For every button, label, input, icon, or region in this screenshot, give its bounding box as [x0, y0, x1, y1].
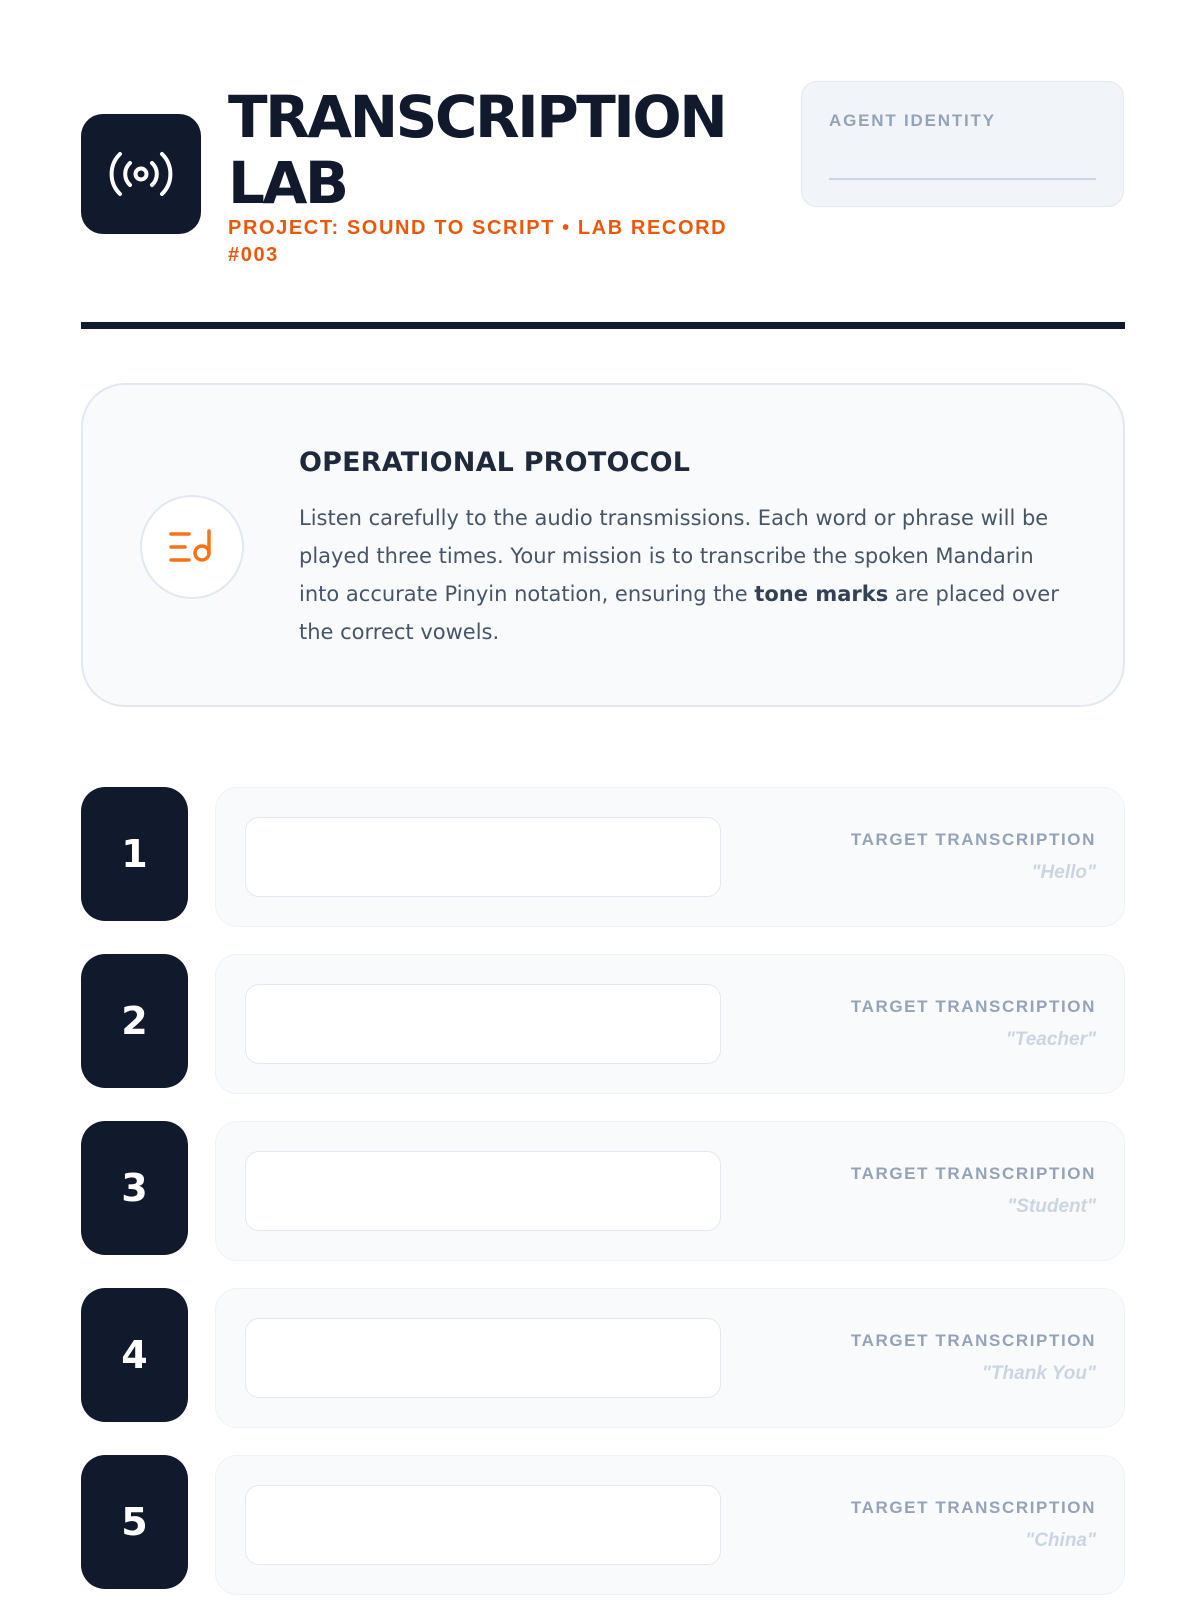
transcription-input[interactable]	[245, 1151, 721, 1231]
protocol-text-start: Listen carefully to the audio transmissions. Each word or phrase will be played three times. Your mission is to transcribe the spoken Mandarin into accurate Pinyin notation, ensuring the	[299, 506, 1049, 606]
target-word: "Student"	[1007, 1196, 1096, 1217]
transcript-list-icon	[167, 527, 217, 567]
transcription-row	[215, 954, 1125, 1094]
agent-identity-label: AGENT IDENTITY	[829, 111, 996, 130]
transcription-row	[215, 787, 1125, 927]
agent-identity-input[interactable]	[829, 142, 1096, 180]
protocol-text	[299, 499, 1069, 651]
agent-identity-box	[801, 81, 1124, 207]
header-divider	[81, 322, 1125, 329]
item-number-badge: 1	[81, 787, 188, 921]
transcription-row	[215, 1288, 1125, 1428]
item-number-badge: 3	[81, 1121, 188, 1255]
protocol-icon-circle	[140, 495, 244, 599]
broadcast-icon	[108, 149, 174, 199]
transcription-input[interactable]	[245, 1318, 721, 1398]
target-label: TARGET TRANSCRIPTION	[850, 830, 1096, 849]
transcription-row	[215, 1455, 1125, 1595]
target-label: TARGET TRANSCRIPTION	[850, 1164, 1096, 1183]
target-label: TARGET TRANSCRIPTION	[850, 1331, 1096, 1350]
item-number-badge: 5	[81, 1455, 188, 1589]
protocol-text-emphasis: tone marks	[754, 582, 889, 606]
page-subtitle: PROJECT: SOUND TO SCRIPT • LAB RECORD #003	[228, 217, 728, 266]
page-title: TRANSCRIPTION LAB	[228, 83, 726, 217]
transcription-input[interactable]	[245, 817, 721, 897]
target-word: "Teacher"	[1005, 1029, 1096, 1050]
transcription-row	[215, 1121, 1125, 1261]
item-number-badge: 4	[81, 1288, 188, 1422]
transcription-input[interactable]	[245, 984, 721, 1064]
item-number-badge: 2	[81, 954, 188, 1088]
logo	[81, 114, 201, 234]
target-label: TARGET TRANSCRIPTION	[850, 1498, 1096, 1517]
target-word: "Thank You"	[981, 1363, 1096, 1384]
protocol-title: OPERATIONAL PROTOCOL	[299, 447, 691, 478]
target-word: "Hello"	[1031, 862, 1096, 883]
target-label: TARGET TRANSCRIPTION	[850, 997, 1096, 1016]
protocol-text-end: are placed over the correct vowels.	[299, 582, 1059, 644]
target-word: "China"	[1025, 1530, 1096, 1551]
transcription-input[interactable]	[245, 1485, 721, 1565]
protocol-card	[81, 383, 1125, 707]
